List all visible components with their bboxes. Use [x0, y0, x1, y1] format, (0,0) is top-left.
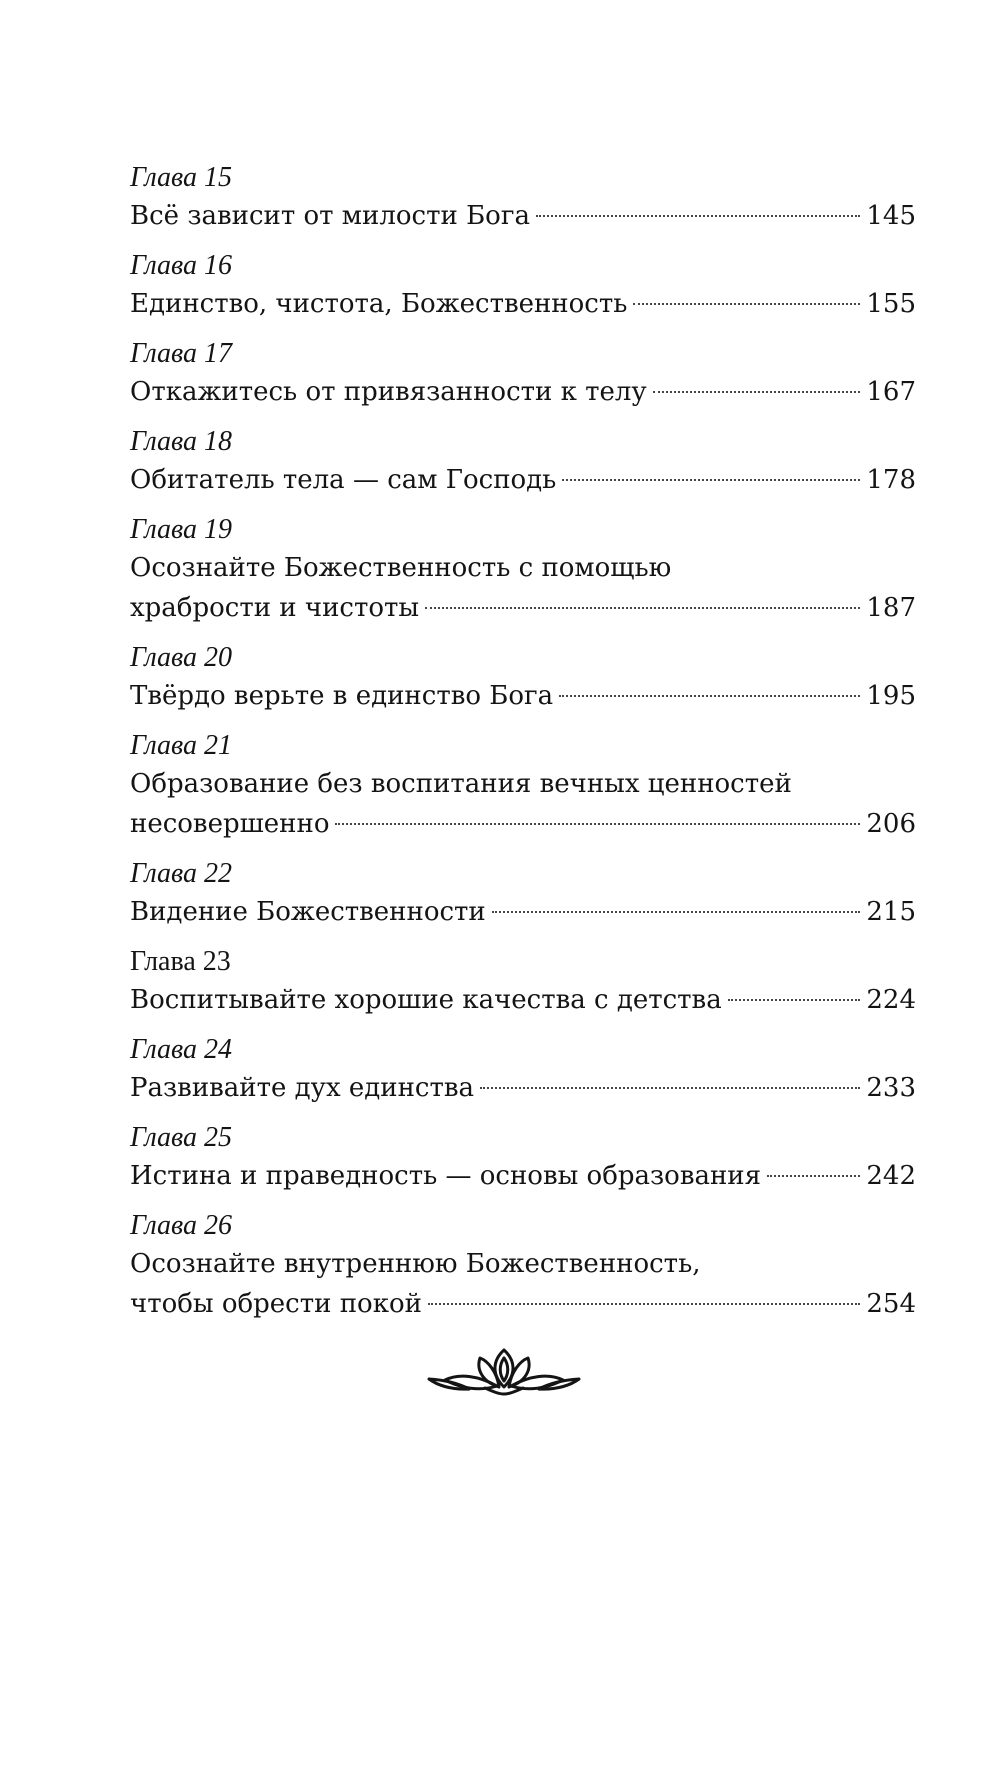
- toc-entry: [130, 248, 916, 324]
- chapter-label: Глава 24: [130, 1034, 232, 1065]
- dot-leader: [559, 695, 860, 697]
- chapter-label: Глава 18: [130, 426, 232, 457]
- chapter-label: Глава 26: [130, 1210, 232, 1241]
- page-number: 195: [866, 681, 916, 711]
- toc-title-row: [130, 460, 916, 500]
- toc-entry: [130, 424, 916, 500]
- page-number: 254: [866, 1289, 916, 1319]
- toc-title-row: [130, 196, 916, 236]
- chapter-title: Твёрдо верьте в единство Бога: [130, 681, 554, 711]
- toc-entry: [130, 944, 916, 1020]
- page-number: 224: [866, 985, 916, 1015]
- chapter-title: Видение Божественности: [130, 897, 486, 927]
- page-number: 145: [866, 201, 916, 231]
- page-number: 178: [866, 465, 916, 495]
- chapter-label: Глава 22: [130, 858, 232, 889]
- toc-entry: [130, 160, 916, 236]
- toc-entry: [130, 640, 916, 716]
- chapter-title: Обитатель тела — сам Господь: [130, 465, 557, 495]
- toc-entry: [130, 1032, 916, 1108]
- leaf-ornament-icon: [427, 1340, 581, 1400]
- dot-leader: [480, 1087, 860, 1089]
- toc-title-row: [130, 980, 916, 1020]
- page-number: 206: [866, 809, 916, 839]
- dot-leader: [428, 1303, 860, 1305]
- toc-title-row: [130, 588, 916, 628]
- chapter-title: несовершенно: [130, 809, 330, 839]
- toc-title-row: [130, 1284, 916, 1324]
- toc-title-row: [130, 892, 916, 932]
- chapter-title-line: Осознайте внутреннюю Божественность,: [130, 1249, 701, 1279]
- table-of-contents: [130, 160, 916, 1336]
- chapter-label: Глава 15: [130, 162, 232, 193]
- chapter-label: Глава 23: [130, 946, 231, 977]
- chapter-title: Откажитесь от привязанности к телу: [130, 377, 647, 407]
- dot-leader: [767, 1175, 860, 1177]
- toc-entry: [130, 1208, 916, 1324]
- page-number: 155: [866, 289, 916, 319]
- chapter-label: Глава 20: [130, 642, 232, 673]
- dot-leader: [728, 999, 861, 1001]
- page-number: 187: [866, 593, 916, 623]
- chapter-title: Единство, чистота, Божественность: [130, 289, 628, 319]
- chapter-label: Глава 21: [130, 730, 232, 761]
- toc-entry: [130, 728, 916, 844]
- dot-leader: [633, 303, 860, 305]
- toc-title-row: [130, 372, 916, 412]
- chapter-label: Глава 17: [130, 338, 232, 369]
- toc-entry: [130, 512, 916, 628]
- page-number: 233: [866, 1073, 916, 1103]
- dot-leader: [536, 215, 860, 217]
- page-number: 215: [866, 897, 916, 927]
- dot-leader: [653, 391, 861, 393]
- chapter-title: чтобы обрести покой: [130, 1289, 422, 1319]
- toc-title-row: [130, 1068, 916, 1108]
- chapter-title: Развивайте дух единства: [130, 1073, 475, 1103]
- page-number: 167: [866, 377, 916, 407]
- page-number: 242: [866, 1161, 916, 1191]
- chapter-label: Глава 19: [130, 514, 232, 545]
- chapter-title-line: Осознайте Божественность с помощью: [130, 553, 672, 583]
- toc-title-row: [130, 1156, 916, 1196]
- chapter-title: Всё зависит от милости Бога: [130, 201, 530, 231]
- dot-leader: [492, 911, 861, 913]
- dot-leader: [562, 479, 860, 481]
- chapter-label: Глава 25: [130, 1122, 232, 1153]
- chapter-title: Воспитывайте хорошие качества с детства: [130, 985, 722, 1015]
- toc-title-row: [130, 676, 916, 716]
- chapter-title-line: Образование без воспитания вечных ценностей: [130, 769, 792, 799]
- toc-title-row: [130, 284, 916, 324]
- dot-leader: [425, 607, 860, 609]
- chapter-label: Глава 16: [130, 250, 232, 281]
- toc-title-row: [130, 804, 916, 844]
- toc-entry: [130, 1120, 916, 1196]
- toc-entry: [130, 336, 916, 412]
- chapter-title: Истина и праведность — основы образования: [130, 1161, 762, 1191]
- chapter-title: храбрости и чистоты: [130, 593, 420, 623]
- toc-entry: [130, 856, 916, 932]
- dot-leader: [335, 823, 860, 825]
